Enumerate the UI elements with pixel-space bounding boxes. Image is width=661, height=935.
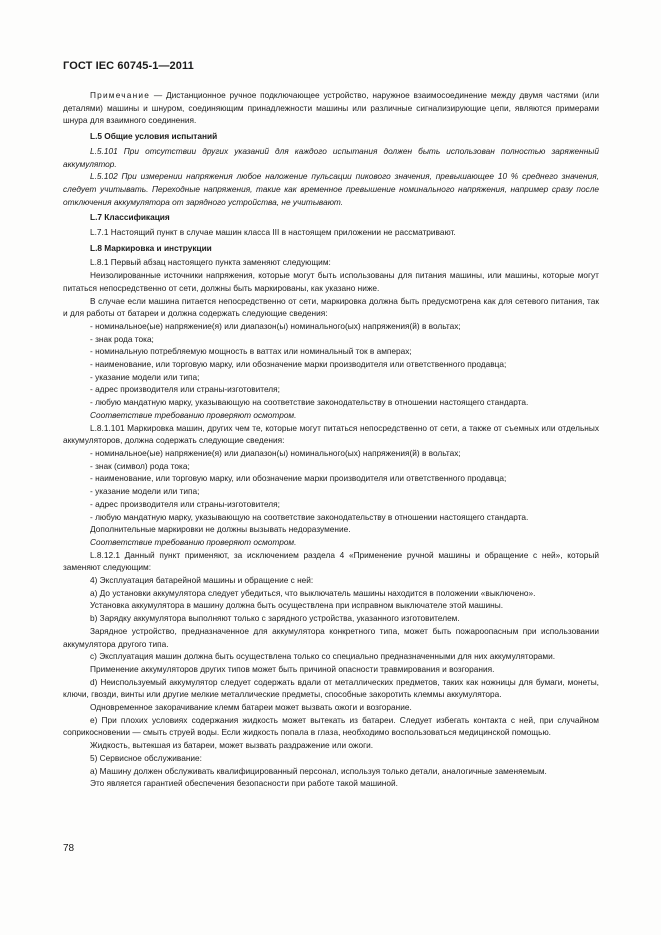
compliance-note: Соответствие требованию проверяют осмотром. — [90, 536, 297, 547]
note-paragraph — [63, 89, 599, 127]
paragraph: a) До установки аккумулятора следует убедиться, что выключатель машины находится в положении «выключено». — [90, 587, 536, 598]
paragraph: Установка аккумулятора в машину должна быть осуществлена при исправном выключателе этой машины. — [90, 600, 504, 611]
paragraph: Дополнительные маркировки не должны вызывать недоразумение. — [90, 524, 351, 535]
paragraph: Зарядное устройство, предназначенное для аккумулятора конкретного типа, может быть пожароопасным при использовании аккумулятора другого типа. — [63, 625, 599, 649]
list-item: - знак (символ) рода тока; — [90, 460, 190, 471]
paragraph-l5-101: L.5.101 При отсутствии других указаний для каждого испытания должен быть использован полностью заряженный аккумулятор. — [63, 145, 599, 169]
paragraph: e) При плохих условиях содержания жидкость может вытекать из батареи. Следует избегать контакта с ней, при случайном соприкосновении — смыть струей воды. Если жидкость попала в глаза, необходимо воспользоваться медицинской помощью. — [63, 714, 599, 738]
list-item: - любую мандатную марку, указывающую на соответствие законодательству в отношении настоящего стандарта. — [90, 397, 529, 408]
paragraph-l8-1-101: L.8.1.101 Маркировка машин, других чем те, которые могут питаться непосредственно от сети, а также от съемных или отдельных аккумуляторов, должна содержать следующие сведения: — [63, 422, 599, 446]
paragraph-l7-1: L.7.1 Настоящий пункт в случае машин класса III в настоящем приложении не рассматривают. — [90, 227, 456, 238]
section-heading-l5: L.5 Общие условия испытаний — [90, 131, 218, 142]
paragraph: В случае если машина питается непосредственно от сети, маркировка должна быть предусмотрена как для сетевого питания, так и для работы от батареи и должна содержать следующие сведения: — [63, 295, 599, 319]
paragraph: b) Зарядку аккумулятора выполняют только с зарядного устройства, указанного изготовителем. — [90, 613, 460, 624]
list-item: - адрес производителя или страны-изготовителя; — [90, 384, 280, 395]
list-item: - указание модели или типа; — [90, 486, 200, 497]
note-text: — Дистанционное ручное подключающее устройство, наружное взаимосоединение между двумя частями (или деталями) машины и шнуром, соединяющим принадлежности машины или различные сигнализирующие цепи, являются примерами шнура для взаимного соединения. — [63, 90, 599, 126]
paragraph-l8-12-1: L.8.12.1 Данный пункт применяют, за исключением раздела 4 «Применение ручной машины и обращение с ней», который заменяют следующим: — [63, 549, 599, 573]
paragraph: Применение аккумуляторов других типов может быть причиной опасности травмирования и возгорания. — [90, 663, 495, 674]
list-item: - знак рода тока; — [90, 333, 154, 344]
compliance-note: Соответствие требованию проверяют осмотром. — [90, 409, 297, 420]
list-item: - номинальное(ые) напряжение(я) или диапазон(ы) номинального(ых) напряжения(й) в вольтах; — [90, 447, 461, 458]
list-item: - номинальную потребляемую мощность в ваттах или номинальный ток в амперах; — [90, 346, 412, 357]
list-item: - номинальное(ые) напряжение(я) или диапазон(ы) номинального(ых) напряжения(й) в вольтах; — [90, 320, 461, 331]
list-item: - адрес производителя или страны-изготовителя; — [90, 498, 280, 509]
paragraph-l8-1: L.8.1 Первый абзац настоящего пункта заменяют следующим: — [90, 257, 331, 268]
section-heading-l7: L.7 Классификация — [90, 212, 170, 223]
paragraph: d) Неиспользуемый аккумулятор следует содержать вдали от металлических предметов, таких как ножницы для бумаги, монеты, ключи, гвозди, винты или другие мелкие металлические предметы, способные закоротить клеммы аккумулятора. — [63, 676, 599, 700]
list-item: - наименование, или торговую марку, или обозначение марки производителя или ответственного продавца; — [90, 359, 507, 370]
paragraph: 4) Эксплуатация батарейной машины и обращение с ней: — [90, 575, 314, 586]
paragraph-l5-102: L.5.102 При измерении напряжения любое наложение пульсации пикового значения, превышающее 10 % среднего значения, следует учитывать. Переходные напряжения, такие как временное превышение номинального напряжения, например сразу после отключения аккумулятора от зарядного устройства, не учитывают. — [63, 171, 599, 207]
note-label: Примечание — [90, 90, 151, 100]
list-item: - любую мандатную марку, указывающую на соответствие законодательству в отношении настоящего стандарта. — [90, 511, 529, 522]
section-heading-l8: L.8 Маркировка и инструкции — [90, 242, 212, 253]
paragraph: 5) Сервисное обслуживание: — [90, 752, 202, 763]
standard-header: ГОСТ IEC 60745-1—2011 — [63, 60, 194, 72]
document-body — [63, 89, 599, 790]
paragraph: a) Машину должен обслуживать квалифицированный персонал, используя только детали, аналогичные заменяемым. — [90, 765, 547, 776]
paragraph: Одновременное закорачивание клемм батареи может вызвать ожоги и возгорание. — [90, 702, 412, 713]
list-item: - указание модели или типа; — [90, 371, 200, 382]
paragraph: Жидкость, вытекшая из батареи, может вызвать раздражение или ожоги. — [90, 740, 374, 751]
paragraph: Неизолированные источники напряжения, которые могут быть использованы для питания машины, или машины, которые могут питаться непосредственно от сети, должны быть маркированы, как указано ниже. — [63, 270, 599, 293]
list-item: - наименование, или торговую марку, или обозначение марки производителя или ответственного продавца; — [90, 473, 507, 484]
paragraph: Это является гарантией обеспечения безопасности при работе такой машиной. — [90, 778, 398, 789]
paragraph: c) Эксплуатация машин должна быть осуществлена только со специально предназначенными для них аккумуляторами. — [90, 651, 556, 662]
page-number: 78 — [63, 843, 75, 854]
